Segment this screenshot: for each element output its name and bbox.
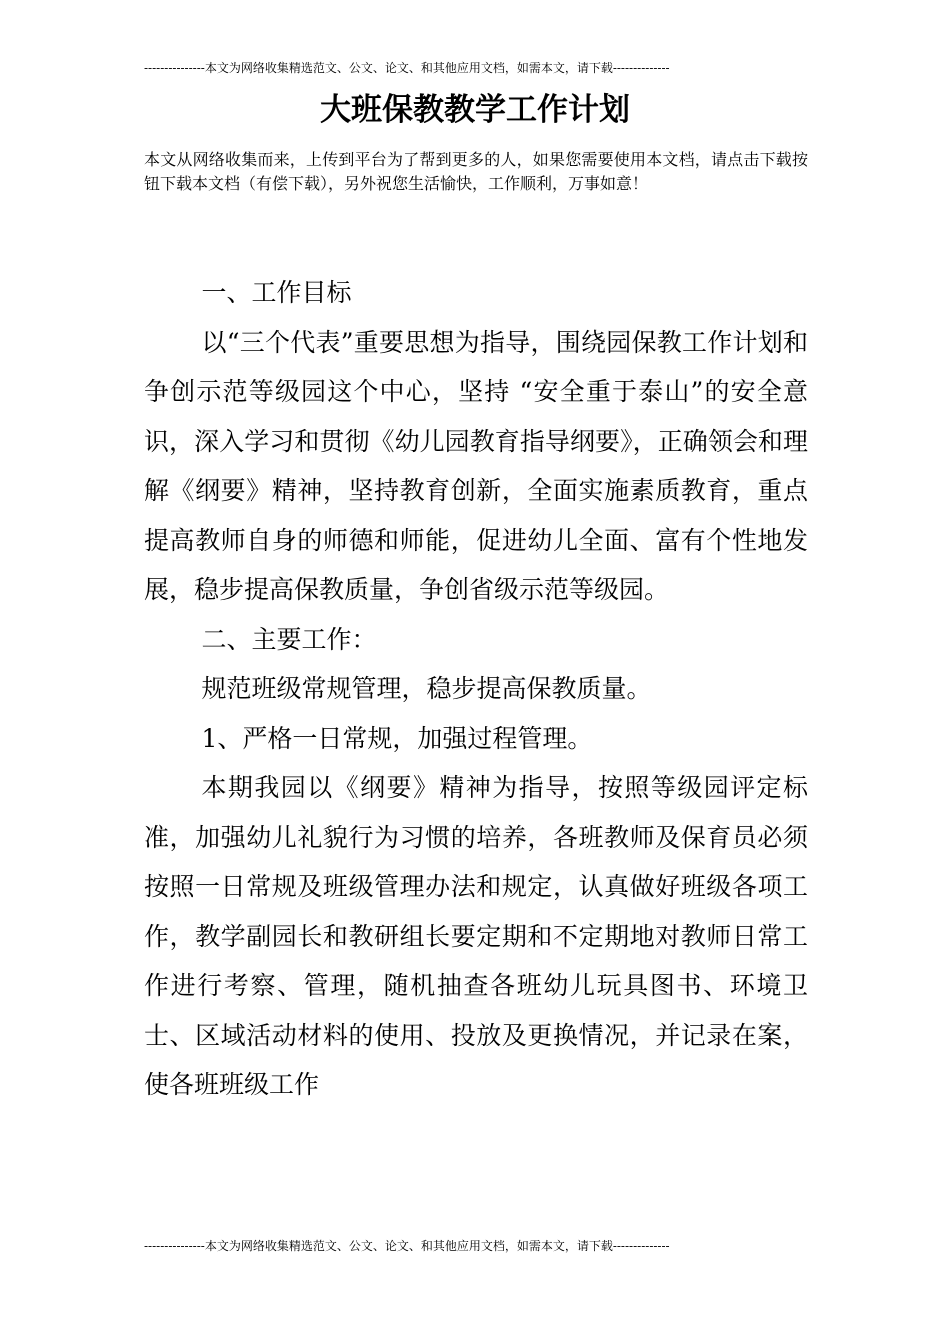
running-footer: ---------------本文为网络收集精选范文、公文、论文、和其他应用文档，如需本文，请下载-------------- (144, 1239, 670, 1253)
document-title: 大班保教教学工作计划 (320, 92, 630, 128)
paragraph-daily-routine: 本期我园以《纲要》精神为指导，按照等级园评定标准，加强幼儿礼貌行为习惯的培养，各班教师及保育员必须按照一日常规及班级管理办法和规定，认真做好班级各项工作，教学副园长和教研组长要定期和不定期地对教师日常工作进行考察、管理，随机抽查各班幼儿玩具图书、环境卫士、区域活动材料的使用、投放及更换情况，并记录在案，使各班班级工作 (144, 773, 808, 1099)
section-heading-goals: 一、工作目标 (201, 278, 352, 307)
running-header: ---------------本文为网络收集精选范文、公文、论文、和其他应用文档，如需本文，请下载-------------- (144, 61, 670, 75)
document-body (144, 268, 808, 1110)
section-heading-main-work: 二、主要工作： (201, 624, 377, 654)
paragraph-goals: 以“三个代表”重要思想为指导，围绕园保教工作计划和争创示范等级园这个中心，坚持 “安全重于泰山”的安全意识，深入学习和贯彻《幼儿园教育指导纲要》，正确领会和理解《纲要》精神，坚持教育创新，全面实施素质教育，重点提高教师自身的师德和师能，促进幼儿全面、富有个性地发展，稳步提高保教质量，争创省级示范等级园。 (144, 327, 808, 604)
item-heading-daily-routine: 1、严格一日常规，加强过程管理。 (201, 723, 593, 753)
subheading-class-management: 规范班级常规管理，稳步提高保教质量。 (201, 674, 652, 703)
intro-paragraph: 本文从网络收集而来，上传到平台为了帮到更多的人，如果您需要使用本文档，请点击下载按钮下载本文档（有偿下载），另外祝您生活愉快，工作顺利，万事如意！ (144, 150, 808, 193)
